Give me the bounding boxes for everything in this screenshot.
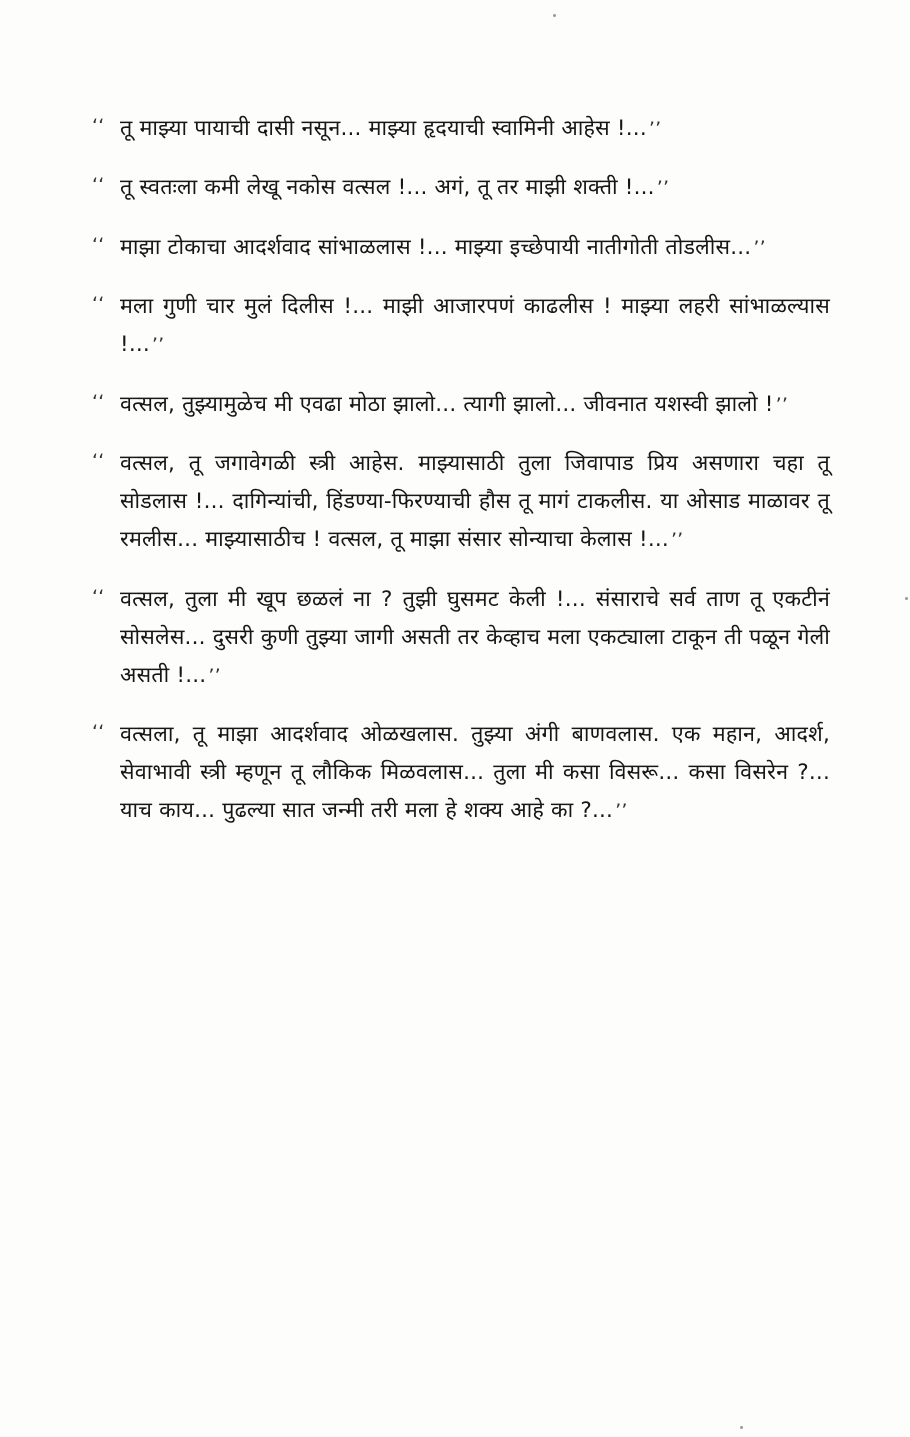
quote-text: वत्सल, तुझ्यामुळेच मी एवढा मोठा झालो... त्यागी झालो... जीवनात यशस्वी झालो !	[120, 391, 774, 417]
quote-paragraph	[90, 169, 830, 207]
paper-speck	[553, 14, 556, 17]
closing-quote-mark: ’’	[670, 529, 684, 551]
paper-speck	[905, 597, 908, 600]
quote-paragraph	[90, 581, 830, 695]
quote-text: तू स्वतःला कमी लेखू नकोस वत्सल !... अगं, तू तर माझी शक्ती !...	[120, 175, 655, 200]
closing-quote-mark: ’’	[151, 334, 165, 356]
quote-list	[90, 88, 830, 839]
quote-text: तू माझ्या पायाची दासी नसून... माझ्या हृदयाची स्वामिनी आहेस !...	[120, 115, 647, 141]
quote-paragraph	[90, 110, 830, 148]
quote-paragraph	[90, 229, 830, 267]
quote-paragraph	[90, 288, 830, 364]
quote-paragraph	[90, 716, 830, 830]
closing-quote-mark: ’’	[656, 177, 670, 199]
quote-text: वत्सल, तुला मी खूप छळलं ना ? तुझी घुसमट केली !... संसाराचे सर्व ताण तू एकटीनं सोसलेस... दुसरी कुणी तुझ्या जागी असती तर केव्हाच मला एकट्याला टाकून ती पळून गेली असती !...	[120, 586, 830, 688]
closing-quote-mark: ’’	[753, 236, 766, 259]
paper-speck	[740, 1426, 743, 1429]
closing-quote-mark: ’’	[775, 393, 789, 416]
quote-paragraph	[90, 445, 830, 559]
quote-text: वत्सल, तू जगावेगळी स्त्री आहेस. माझ्यासाठी तुला जिवापाड प्रिय असणारा चहा तू सोडलास !... दागिन्यांची, हिंडण्या-फिरण्याची हौस तू मागं टाकलीस. या ओसाड माळावर तू रमलीस... माझ्यासाठीच ! वत्सल, तू माझा संसार सोन्याचा केलास !...	[120, 451, 830, 552]
quote-text: मला गुणी चार मुलं दिलीस !... माझी आजारपणं काढलीस ! माझ्या लहरी सांभाळल्यास !...	[120, 294, 830, 357]
closing-quote-mark: ’’	[648, 117, 662, 140]
closing-quote-mark: ’’	[208, 664, 221, 687]
closing-quote-mark: ’’	[615, 800, 628, 822]
quote-paragraph	[90, 386, 830, 424]
quote-text: वत्सला, तू माझा आदर्शवाद ओळखलास. तुझ्या अंगी बाणवलास. एक महान, आदर्श, सेवाभावी स्त्री म्हणून तू लौकिक मिळवलास... तुला मी कसा विसरू... कसा विसरेन ?... याच काय... पुढल्या सात जन्मी तरी मला हे शक्य आहे का ?...	[120, 722, 830, 823]
quote-text: माझा टोकाचा आदर्शवाद सांभाळलास !... माझ्या इच्छेपायी नातीगोती तोडलीस...	[120, 234, 752, 260]
